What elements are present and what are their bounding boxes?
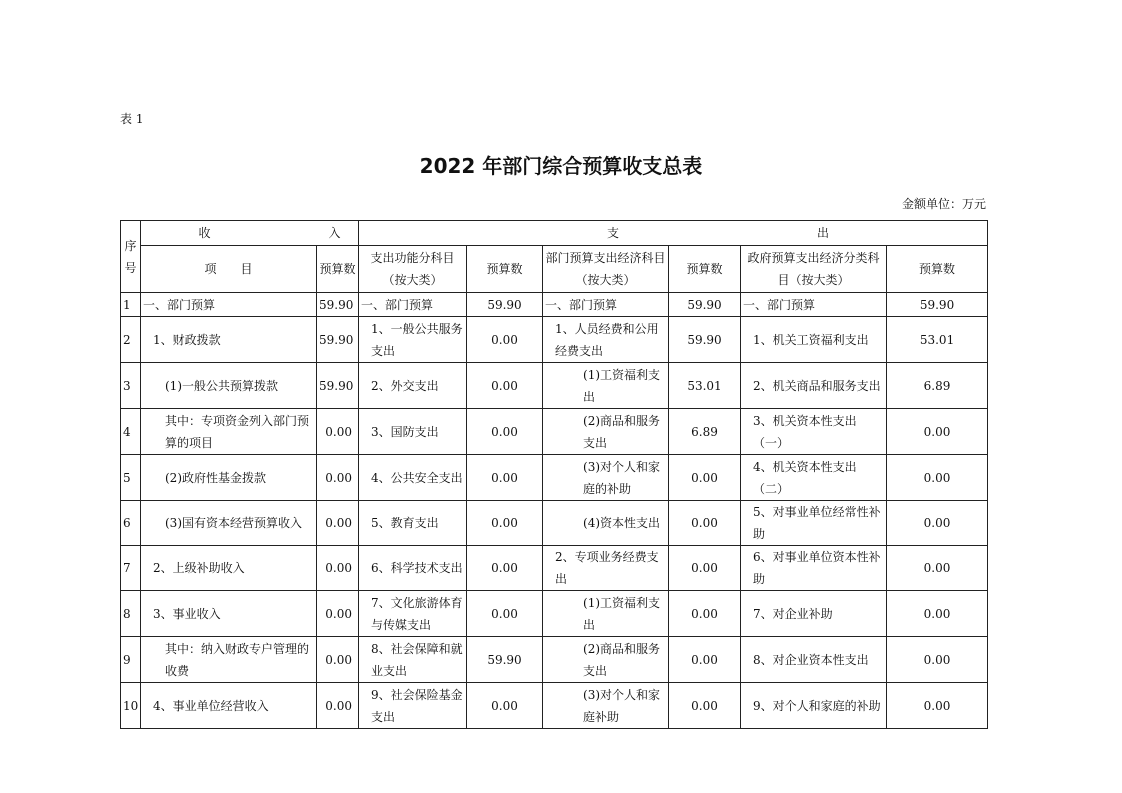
dept-amount: 59.90 [669,317,741,363]
gov-amount: 6.89 [887,363,988,409]
income-item: 其中：纳入财政专户管理的收费 [141,637,317,683]
row-number: 3 [121,363,141,409]
func-amount: 59.90 [467,637,543,683]
dept-item: (2)商品和服务支出 [543,409,669,455]
dept-amount: 0.00 [669,455,741,501]
gov-item: 一、部门预算 [741,293,887,317]
income-item: 1、财政拨款 [141,317,317,363]
gov-amount: 0.00 [887,409,988,455]
income-header-a: 收 [198,226,211,240]
income-item: (2)政府性基金拨款 [141,455,317,501]
income-item: 4、事业单位经营收入 [141,683,317,729]
gov-amount: 53.01 [887,317,988,363]
row-number: 9 [121,637,141,683]
gov-amount: 0.00 [887,591,988,637]
income-amount: 59.90 [317,317,359,363]
table-row [121,683,988,729]
func-item: 7、文化旅游体育与传媒支出 [359,591,467,637]
seq-header: 序号 [121,221,141,293]
row-number: 8 [121,591,141,637]
func-amount: 0.00 [467,683,543,729]
amount-header: 预算数 [669,246,741,293]
table-number-label: 表 1 [120,112,144,126]
dept-item: (4)资本性支出 [543,501,669,546]
expense-header-b: 出 [817,226,830,240]
header-row-1 [121,221,988,246]
gov-amount: 0.00 [887,637,988,683]
table-row [121,637,988,683]
income-item: (1)一般公共预算拨款 [141,363,317,409]
page-title: 2022 年部门综合预算收支总表 [419,154,703,178]
gov-item: 9、对个人和家庭的补助 [741,683,887,729]
row-number: 6 [121,501,141,546]
dept-item: (3)对个人和家庭的补助 [543,455,669,501]
dept-amount: 6.89 [669,409,741,455]
expense-header [359,221,988,246]
func-item: 8、社会保障和就业支出 [359,637,467,683]
dept-amount: 0.00 [669,546,741,591]
row-number: 1 [121,293,141,317]
dept-amount: 53.01 [669,363,741,409]
income-header-b: 入 [328,226,341,240]
amount-header: 预算数 [887,246,988,293]
table-row [121,363,988,409]
dept-econ-header: 部门预算支出经济科目（按大类） [543,246,669,293]
func-item: 2、外交支出 [359,363,467,409]
header-row-2 [121,246,988,293]
gov-amount: 0.00 [887,501,988,546]
func-item: 4、公共安全支出 [359,455,467,501]
dept-item: (1)工资福利支出 [543,591,669,637]
func-item: 1、一般公共服务支出 [359,317,467,363]
income-item: 一、部门预算 [141,293,317,317]
dept-item: 2、专项业务经费支出 [543,546,669,591]
gov-item: 6、对事业单位资本性补助 [741,546,887,591]
func-amount: 0.00 [467,501,543,546]
dept-amount: 0.00 [669,637,741,683]
gov-item: 1、机关工资福利支出 [741,317,887,363]
row-number: 7 [121,546,141,591]
budget-table [120,220,988,729]
func-item: 一、部门预算 [359,293,467,317]
dept-amount: 0.00 [669,501,741,546]
income-amount: 59.90 [317,363,359,409]
table-row [121,501,988,546]
row-number: 10 [121,683,141,729]
gov-item: 3、机关资本性支出（一） [741,409,887,455]
gov-item: 4、机关资本性支出（二） [741,455,887,501]
gov-item: 8、对企业资本性支出 [741,637,887,683]
unit-note: 金额单位：万元 [901,197,986,211]
income-item: 3、事业收入 [141,591,317,637]
func-amount: 0.00 [467,591,543,637]
gov-amount: 59.90 [887,293,988,317]
income-amount: 0.00 [317,637,359,683]
dept-item: (2)商品和服务支出 [543,637,669,683]
table-row [121,455,988,501]
gov-econ-header: 政府预算支出经济分类科目（按大类） [741,246,887,293]
dept-amount: 0.00 [669,591,741,637]
func-category-header: 支出功能分科目（按大类） [359,246,467,293]
gov-amount: 0.00 [887,455,988,501]
row-number: 4 [121,409,141,455]
dept-item: (1)工资福利支出 [543,363,669,409]
income-amount: 0.00 [317,501,359,546]
income-item: 其中：专项资金列入部门预算的项目 [141,409,317,455]
dept-amount: 59.90 [669,293,741,317]
func-amount: 0.00 [467,317,543,363]
func-item: 3、国防支出 [359,409,467,455]
gov-amount: 0.00 [887,683,988,729]
func-item: 5、教育支出 [359,501,467,546]
func-amount: 0.00 [467,363,543,409]
func-amount: 0.00 [467,455,543,501]
dept-item: 一、部门预算 [543,293,669,317]
expense-header-a: 支 [607,226,620,240]
income-item: 2、上级补助收入 [141,546,317,591]
table-row [121,546,988,591]
income-amount: 0.00 [317,455,359,501]
func-item: 9、社会保险基金支出 [359,683,467,729]
item-header: 项 目 [141,246,317,293]
func-amount: 0.00 [467,409,543,455]
income-amount: 59.90 [317,293,359,317]
gov-item: 5、对事业单位经常性补助 [741,501,887,546]
income-amount: 0.00 [317,546,359,591]
func-item: 6、科学技术支出 [359,546,467,591]
table-row [121,317,988,363]
dept-item: 1、人员经费和公用经费支出 [543,317,669,363]
income-header [141,221,359,246]
gov-amount: 0.00 [887,546,988,591]
dept-item: (3)对个人和家庭补助 [543,683,669,729]
table-row [121,591,988,637]
income-amount: 0.00 [317,591,359,637]
func-amount: 0.00 [467,546,543,591]
gov-item: 7、对企业补助 [741,591,887,637]
dept-amount: 0.00 [669,683,741,729]
gov-item: 2、机关商品和服务支出 [741,363,887,409]
amount-header: 预算数 [467,246,543,293]
income-item: (3)国有资本经营预算收入 [141,501,317,546]
table-row [121,409,988,455]
amount-header: 预算数 [317,246,359,293]
income-amount: 0.00 [317,409,359,455]
row-number: 5 [121,455,141,501]
row-number: 2 [121,317,141,363]
table-row [121,293,988,317]
income-amount: 0.00 [317,683,359,729]
func-amount: 59.90 [467,293,543,317]
